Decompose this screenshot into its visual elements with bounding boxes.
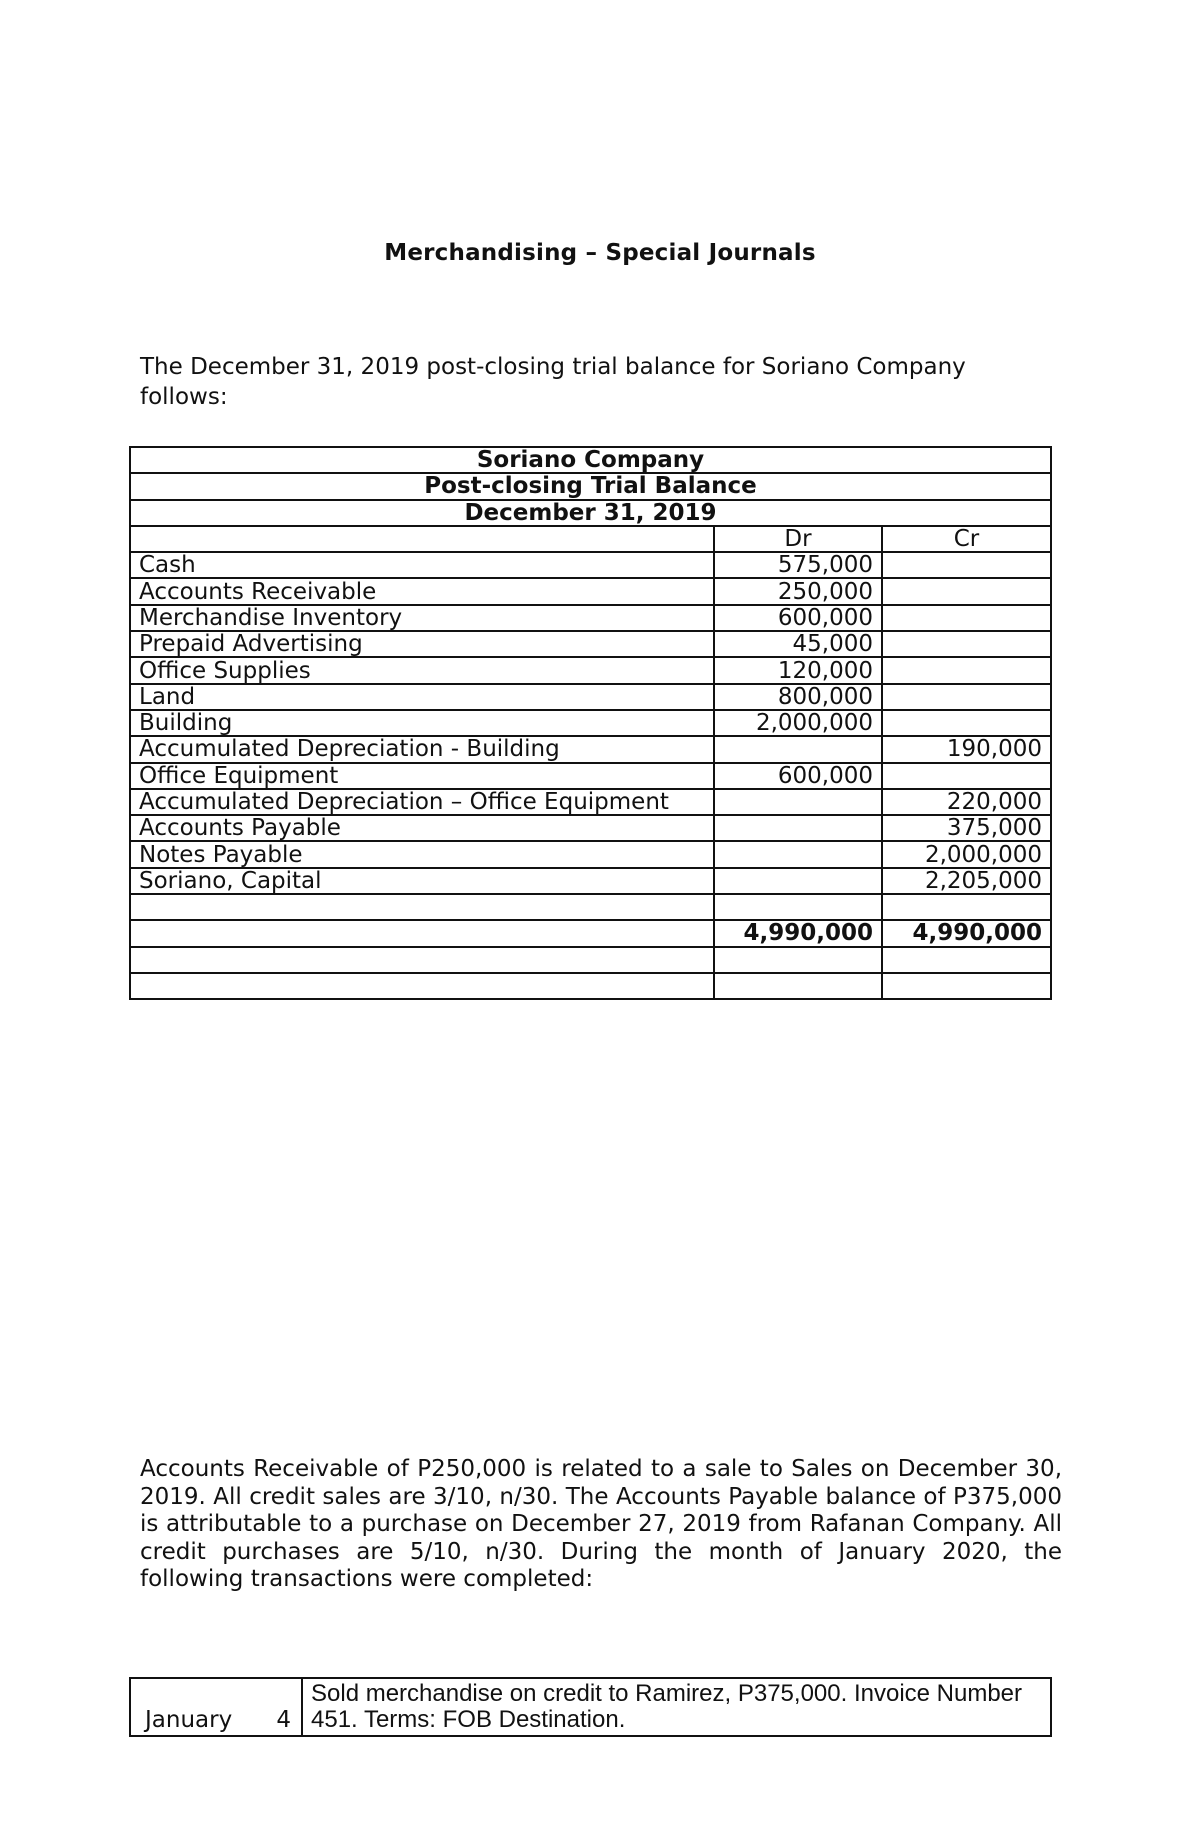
account-row: [130, 815, 1051, 841]
account-row: [130, 657, 1051, 683]
blank-cell: [714, 947, 882, 973]
debit-amount: 45,000: [714, 631, 882, 657]
credit-amount: [882, 763, 1051, 789]
account-row: [130, 605, 1051, 631]
account-row: [130, 841, 1051, 867]
credit-amount: [882, 657, 1051, 683]
blank-cell: [714, 973, 882, 999]
transactions-table: [129, 1677, 1052, 1737]
account-name: Office Equipment: [130, 763, 714, 789]
debit-amount: 575,000: [714, 552, 882, 578]
company-name: Soriano Company: [130, 447, 1051, 473]
debit-amount: 250,000: [714, 578, 882, 604]
account-row: [130, 763, 1051, 789]
transaction-row: [130, 1678, 1051, 1736]
account-name: Cash: [130, 552, 714, 578]
total-credit: 4,990,000: [882, 920, 1051, 946]
credit-amount: 2,205,000: [882, 868, 1051, 894]
credit-amount: [882, 684, 1051, 710]
account-name: Office Supplies: [130, 657, 714, 683]
transactions-intro-paragraph: Accounts Receivable of P250,000 is related to a sale to Sales on December 30, 2019. All credit sales are 3/10, n/30. The Accounts Payable balance of P375,000 is attributable to a purchase on December 27, 2019 from Rafanan Company. All credit purchases are 5/10, n/30. During the month of January 2020, the following transactions were completed:: [140, 1456, 1062, 1592]
blank-row: [130, 894, 1051, 920]
transaction-month: January: [145, 1707, 233, 1733]
account-name: Accumulated Depreciation – Office Equipment: [130, 789, 714, 815]
blank-cell: [130, 526, 714, 552]
blank-cell: [714, 894, 882, 920]
blank-cell: [130, 973, 714, 999]
debit-amount: 600,000: [714, 763, 882, 789]
debit-amount: [714, 868, 882, 894]
account-row: [130, 868, 1051, 894]
blank-cell: [130, 947, 714, 973]
transaction-date: [130, 1678, 302, 1736]
account-row: [130, 789, 1051, 815]
account-name: Merchandise Inventory: [130, 605, 714, 631]
account-name: Soriano, Capital: [130, 868, 714, 894]
blank-cell: [130, 894, 714, 920]
debit-amount: 800,000: [714, 684, 882, 710]
account-name: Building: [130, 710, 714, 736]
credit-amount: 375,000: [882, 815, 1051, 841]
credit-amount: 190,000: [882, 736, 1051, 762]
account-name: Accounts Receivable: [130, 578, 714, 604]
account-name: Accumulated Depreciation - Building: [130, 736, 714, 762]
account-name: Land: [130, 684, 714, 710]
credit-amount: 220,000: [882, 789, 1051, 815]
account-row: [130, 684, 1051, 710]
debit-amount: 120,000: [714, 657, 882, 683]
credit-amount: [882, 605, 1051, 631]
account-row: [130, 710, 1051, 736]
debit-column-header: Dr: [714, 526, 882, 552]
blank-cell: [882, 973, 1051, 999]
debit-amount: 2,000,000: [714, 710, 882, 736]
account-row: [130, 631, 1051, 657]
account-name: Accounts Payable: [130, 815, 714, 841]
intro-text: The December 31, 2019 post-closing trial balance for Soriano Company follows:: [140, 354, 966, 410]
column-header-row: [130, 526, 1051, 552]
total-debit: 4,990,000: [714, 920, 882, 946]
blank-cell: [882, 947, 1051, 973]
credit-column-header: Cr: [882, 526, 1051, 552]
debit-amount: [714, 736, 882, 762]
report-name: Post-closing Trial Balance: [130, 473, 1051, 499]
credit-amount: [882, 578, 1051, 604]
totals-row: [130, 920, 1051, 946]
credit-amount: 2,000,000: [882, 841, 1051, 867]
trial-balance-table: [129, 446, 1052, 1000]
account-row: [130, 552, 1051, 578]
debit-amount: [714, 789, 882, 815]
blank-row: [130, 973, 1051, 999]
blank-cell: [130, 920, 714, 946]
account-name: Notes Payable: [130, 841, 714, 867]
debit-amount: [714, 815, 882, 841]
report-date: December 31, 2019: [130, 500, 1051, 526]
credit-amount: [882, 631, 1051, 657]
credit-amount: [882, 710, 1051, 736]
credit-amount: [882, 552, 1051, 578]
blank-cell: [882, 894, 1051, 920]
debit-amount: [714, 841, 882, 867]
debit-amount: 600,000: [714, 605, 882, 631]
account-name: Prepaid Advertising: [130, 631, 714, 657]
blank-row: [130, 947, 1051, 973]
account-row: [130, 736, 1051, 762]
account-row: [130, 578, 1051, 604]
transaction-description: Sold merchandise on credit to Ramirez, P375,000. Invoice Number 451. Terms: FOB Destination.: [302, 1678, 1051, 1736]
transaction-day: 4: [276, 1707, 291, 1733]
page-title: Merchandising – Special Journals: [384, 240, 816, 266]
